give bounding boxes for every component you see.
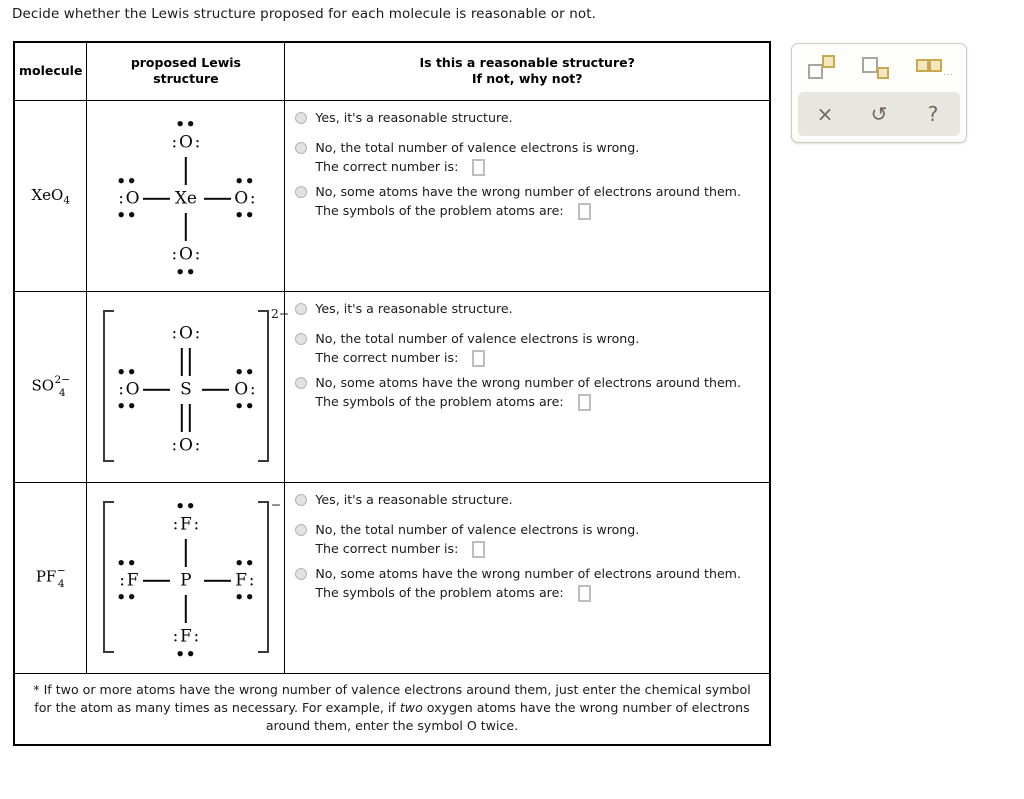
formula-element: XeO — [31, 185, 64, 204]
bond-left — [143, 579, 170, 581]
lewis-diagram — [93, 489, 282, 667]
bond-bottom-b — [189, 404, 191, 432]
ligand-atom-left: : F — [119, 570, 139, 590]
formula-subscript: 4 — [63, 194, 70, 207]
structure-cell — [87, 100, 285, 291]
radio-valence-wrong[interactable] — [295, 524, 307, 536]
structure-charge: 2− — [270, 305, 290, 321]
lone-pair-right-above: •• — [234, 363, 256, 381]
header-question — [285, 42, 770, 100]
lone-pair-right-below: •• — [234, 206, 256, 224]
lone-pair-left-above: •• — [116, 554, 138, 572]
option-valence-wrong[interactable] — [293, 330, 759, 347]
footnote-cell — [14, 673, 770, 745]
undo-icon: ↺ — [870, 102, 888, 126]
question-mark-icon: ? — [927, 102, 939, 126]
ligand-atom-top: : O : — [171, 323, 201, 343]
footnote-text-b: oxygen atoms have the wrong number of electrons around them, enter the symbol O twice. — [265, 699, 750, 733]
editor-toolbar — [791, 43, 967, 143]
option-atoms-wrong-label: No, some atoms have the wrong number of electrons around them. — [315, 374, 741, 390]
structure-cell — [87, 291, 290, 482]
superscript-button[interactable] — [802, 50, 848, 86]
lone-pair-right-below: •• — [234, 397, 256, 415]
radio-yes[interactable] — [295, 112, 307, 124]
header-structure — [87, 42, 285, 100]
footnote-text-a: * If two or more atoms have the wrong number of valence electrons around them, just enter the chemical symbol for the atom as many times as necessary. For example, if — [33, 681, 751, 715]
lone-pair-left-below: •• — [116, 397, 138, 415]
option-yes[interactable] — [293, 109, 759, 126]
lone-pair-top-above: •• — [175, 497, 197, 515]
multiple-symbols-button[interactable] — [910, 50, 956, 86]
option-atoms-wrong[interactable] — [293, 374, 759, 391]
formula-charge: 2− — [54, 374, 70, 386]
footnote-row — [14, 673, 770, 745]
radio-atoms-wrong[interactable] — [295, 186, 307, 198]
superscript-icon — [808, 55, 842, 81]
problem-atoms-input[interactable] — [578, 394, 591, 411]
option-atoms-wrong-label: No, some atoms have the wrong number of electrons around them. — [315, 565, 741, 581]
lone-pair-left-below: •• — [116, 206, 138, 224]
lewis-diagram — [93, 298, 290, 476]
molecule-cell — [14, 482, 87, 673]
correct-number-input[interactable] — [472, 159, 485, 176]
bond-left — [143, 388, 170, 390]
multiple-symbols-icon: ... — [916, 55, 950, 81]
radio-valence-wrong[interactable] — [295, 142, 307, 154]
bond-right — [204, 197, 231, 199]
lone-pair-top-above: •• — [175, 115, 197, 133]
problem-atoms-input[interactable] — [578, 585, 591, 602]
radio-yes[interactable] — [295, 494, 307, 506]
formula-subscript: 4 — [57, 577, 65, 590]
central-atom: P — [180, 570, 192, 590]
structure-charge: − — [270, 496, 282, 512]
bond-bottom-a — [181, 404, 183, 432]
clear-button[interactable] — [802, 96, 848, 132]
radio-atoms-wrong[interactable] — [295, 377, 307, 389]
subscript-button[interactable] — [856, 50, 902, 86]
central-atom: S — [180, 379, 192, 399]
correct-number-input[interactable] — [472, 541, 485, 558]
bond-right — [204, 579, 231, 581]
header-structure-line2: structure — [153, 71, 219, 87]
ligand-atom-bottom: : O : — [171, 435, 201, 455]
problem-atoms-row — [315, 394, 759, 411]
page-prompt: Decide whether the Lewis structure proposed for each molecule is reasonable or not. — [12, 6, 597, 22]
problem-atoms-label: The symbols of the problem atoms are: — [315, 394, 564, 410]
option-yes-label: Yes, it's a reasonable structure. — [315, 109, 513, 125]
problem-atoms-label: The symbols of the problem atoms are: — [315, 203, 564, 219]
ligand-atom-right: F : — [235, 570, 255, 590]
bond-right — [202, 388, 229, 390]
correct-number-row — [315, 350, 759, 367]
radio-yes[interactable] — [295, 303, 307, 315]
option-atoms-wrong-label: No, some atoms have the wrong number of electrons around them. — [315, 183, 741, 199]
header-question-line1: Is this a reasonable structure? — [419, 55, 635, 70]
option-valence-wrong-label: No, the total number of valence electrons is wrong. — [315, 521, 640, 537]
problem-atoms-input[interactable] — [578, 203, 591, 220]
formula-element: SO — [31, 376, 55, 395]
ligand-atom-left: : O — [118, 379, 140, 399]
question-cell — [285, 100, 770, 291]
ligand-atom-right: O : — [234, 188, 256, 208]
ligand-atom-bottom: : F : — [172, 626, 200, 646]
ligand-atom-left: : O — [118, 188, 140, 208]
table-header-row — [14, 42, 770, 100]
table-row — [14, 100, 770, 291]
lone-pair-bottom-below: •• — [175, 263, 197, 281]
lone-pair-left-below: •• — [116, 588, 138, 606]
header-molecule: molecule — [14, 42, 87, 100]
molecule-formula — [31, 375, 70, 398]
correct-number-label: The correct number is: — [315, 350, 459, 366]
footnote-emphasis: two — [399, 699, 423, 715]
correct-number-row — [315, 541, 759, 558]
lone-pair-bottom-below: •• — [175, 645, 197, 663]
ligand-atom-top: : F : — [172, 514, 200, 534]
question-cell — [285, 482, 770, 673]
formula-charge: − — [56, 565, 66, 577]
option-valence-wrong[interactable] — [293, 139, 759, 156]
formula-subscript: 4 — [58, 386, 66, 399]
correct-number-input[interactable] — [472, 350, 485, 367]
bond-bottom — [185, 213, 187, 241]
bracket-left — [103, 310, 114, 462]
molecule-formula — [36, 566, 66, 589]
structure-cell — [87, 482, 285, 673]
bond-top — [185, 157, 187, 185]
bond-top-a — [181, 348, 183, 376]
header-structure-line1: proposed Lewis — [130, 55, 241, 70]
help-button[interactable] — [910, 96, 956, 132]
option-yes[interactable] — [293, 491, 759, 508]
lone-pair-left-above: •• — [116, 363, 138, 381]
problem-atoms-row — [315, 203, 759, 220]
lone-pair-left-above: •• — [116, 172, 138, 190]
option-yes[interactable] — [293, 300, 759, 317]
bracket-right — [258, 501, 269, 653]
lone-pair-right-above: •• — [234, 554, 256, 572]
lone-pair-right-below: •• — [234, 588, 256, 606]
undo-button[interactable] — [856, 96, 902, 132]
lewis-structure-table — [13, 41, 771, 746]
toolbar-format-row — [792, 44, 966, 92]
correct-number-row — [315, 159, 759, 176]
molecule-cell — [14, 291, 87, 482]
table-row — [14, 482, 770, 673]
bond-top — [185, 539, 187, 567]
molecule-formula — [31, 186, 70, 207]
option-atoms-wrong[interactable] — [293, 565, 759, 582]
central-atom: Xe — [174, 188, 197, 208]
ligand-atom-top: : O : — [171, 132, 201, 152]
problem-atoms-label: The symbols of the problem atoms are: — [315, 585, 564, 601]
close-icon: × — [816, 102, 834, 126]
toolbar-action-row — [798, 92, 960, 136]
lewis-diagram — [93, 107, 279, 285]
table-row — [14, 291, 770, 482]
ligand-atom-bottom: : O : — [171, 244, 201, 264]
option-yes-label: Yes, it's a reasonable structure. — [315, 491, 513, 507]
molecule-cell — [14, 100, 87, 291]
lone-pair-right-above: •• — [234, 172, 256, 190]
bond-top-b — [189, 348, 191, 376]
option-valence-wrong[interactable] — [293, 521, 759, 538]
option-yes-label: Yes, it's a reasonable structure. — [315, 300, 513, 316]
subscript-icon — [862, 55, 896, 81]
formula-element: PF — [35, 567, 57, 586]
option-valence-wrong-label: No, the total number of valence electrons is wrong. — [315, 139, 640, 155]
bracket-right — [258, 310, 269, 462]
option-valence-wrong-label: No, the total number of valence electrons is wrong. — [315, 330, 640, 346]
radio-atoms-wrong[interactable] — [295, 568, 307, 580]
correct-number-label: The correct number is: — [315, 159, 459, 175]
question-cell — [285, 291, 770, 482]
formula-charge-stack — [55, 375, 70, 398]
bracket-left — [103, 501, 114, 653]
problem-atoms-row — [315, 585, 759, 602]
option-atoms-wrong[interactable] — [293, 183, 759, 200]
header-question-line2: If not, why not? — [471, 71, 583, 87]
radio-valence-wrong[interactable] — [295, 333, 307, 345]
correct-number-label: The correct number is: — [315, 541, 459, 557]
bond-left — [143, 197, 170, 199]
ligand-atom-right: O : — [234, 379, 256, 399]
bond-bottom — [185, 595, 187, 623]
formula-charge-stack — [57, 566, 66, 589]
